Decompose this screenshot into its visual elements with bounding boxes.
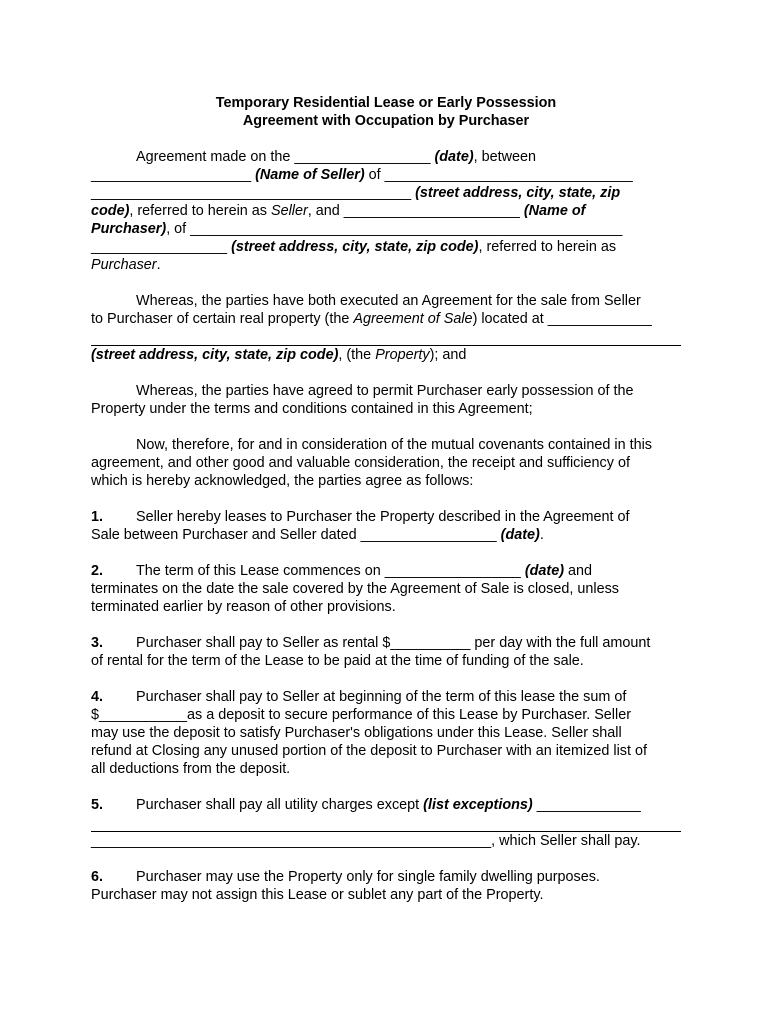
section-text: The term of this Lease commences on _________________ — [136, 563, 525, 579]
date-field-label: (date) — [500, 527, 540, 543]
section-number: 5. — [91, 797, 104, 813]
title-line-1: Temporary Residential Lease or Early Possession — [215, 95, 557, 111]
section-text: terminates on the date the sale covered by the Agreement of Sale is closed, unless — [91, 581, 619, 597]
section-text: refund at Closing any unused portion of the deposit to Purchaser with an itemized list of — [91, 743, 647, 759]
paragraph-line: Now, therefore, for and in consideration of the mutual covenants contained in this — [136, 437, 652, 453]
blank-line — [91, 328, 681, 346]
section-text: Purchaser may not assign this Lease or sublet any part of the Property. — [91, 887, 544, 903]
intro-text: , referred to herein as — [478, 239, 617, 255]
intro-text: , between — [473, 149, 537, 165]
date-field-label: (date) — [434, 149, 474, 165]
address-label: (street address, city, state, zip code) — [231, 239, 479, 255]
paragraph-line: Whereas, the parties have both executed an Agreement for the sale from Seller — [136, 293, 641, 309]
section-3 — [91, 634, 681, 670]
section-text: . — [539, 527, 544, 543]
section-text: Purchaser may use the Property only for single family dwelling purposes. — [136, 869, 600, 885]
paragraph-text: ); and — [429, 347, 467, 363]
title-line-2: Agreement with Occupation by Purchaser — [242, 113, 530, 129]
section-1 — [91, 508, 681, 544]
whereas-paragraph-1 — [91, 292, 681, 364]
section-text: all deductions from the deposit. — [91, 761, 291, 777]
property-term: Property — [375, 347, 430, 363]
date-field-label: (date) — [524, 563, 564, 579]
paragraph-line: Whereas, the parties have agreed to permit Purchaser early possession of the — [136, 383, 634, 399]
section-5 — [91, 796, 681, 850]
now-therefore-paragraph — [91, 436, 681, 490]
paragraph-line: Property under the terms and conditions contained in this Agreement; — [91, 401, 533, 417]
paragraph-text: to Purchaser of certain real property (the — [91, 311, 354, 327]
purchaser-name-label: (Name of — [523, 203, 586, 219]
agreement-of-sale-term: Agreement of Sale — [353, 311, 473, 327]
intro-text: _________________ — [91, 239, 232, 255]
blank-line — [91, 814, 681, 832]
intro-text: , of ______________________________________________________ — [166, 221, 623, 237]
intro-text: ________________________________________ — [91, 185, 416, 201]
section-text: _____________ — [532, 797, 641, 813]
seller-name-label: (Name of Seller) — [255, 167, 365, 183]
section-text: Purchaser shall pay to Seller at beginning of the term of this lease the sum of — [136, 689, 627, 705]
intro-text: ____________________ — [91, 167, 256, 183]
section-number: 6. — [91, 869, 104, 885]
intro-paragraph — [91, 148, 681, 274]
document-page — [91, 92, 681, 904]
section-text: and — [564, 563, 593, 579]
section-number: 2. — [91, 563, 104, 579]
section-number: 4. — [91, 689, 104, 705]
section-text: Seller hereby leases to Purchaser the Property described in the Agreement of — [136, 509, 630, 525]
exceptions-label: (list exceptions) — [423, 797, 533, 813]
section-text: , which Seller shall pay. — [491, 833, 641, 849]
intro-text: Agreement made on the _________________ — [136, 149, 435, 165]
whereas-paragraph-2 — [91, 382, 681, 418]
section-text: __________________________________________________ — [91, 833, 492, 849]
paragraph-line: which is hereby acknowledged, the parties agree as follows: — [91, 473, 474, 489]
section-text: Sale between Purchaser and Seller dated _________________ — [91, 527, 501, 543]
section-text: of rental for the term of the Lease to be paid at the time of funding of the sale. — [91, 653, 584, 669]
section-4 — [91, 688, 681, 778]
section-text: Purchaser shall pay to Seller as rental $__________ per day with the full amount — [136, 635, 651, 651]
paragraph-line: agreement, and other good and valuable consideration, the receipt and sufficiency of — [91, 455, 630, 471]
document-title — [91, 94, 681, 130]
intro-text: , and ______________________ — [307, 203, 524, 219]
paragraph-text: , (the — [338, 347, 376, 363]
address-label: code) — [91, 203, 130, 219]
section-number: 1. — [91, 509, 104, 525]
section-text: may use the deposit to satisfy Purchaser's obligations under this Lease. Seller shall — [91, 725, 622, 741]
section-text: terminated earlier by reason of other provisions. — [91, 599, 396, 615]
section-text: $___________as a deposit to secure performance of this Lease by Purchaser. Seller — [91, 707, 631, 723]
seller-term: Seller — [270, 203, 308, 219]
intro-text: . — [156, 257, 161, 273]
section-number: 3. — [91, 635, 104, 651]
paragraph-text: ) located at _____________ — [472, 311, 652, 327]
section-text: Purchaser shall pay all utility charges except — [136, 797, 424, 813]
address-label: (street address, city, state, zip code) — [91, 347, 339, 363]
intro-text: , referred to herein as — [129, 203, 271, 219]
section-2 — [91, 562, 681, 616]
section-6 — [91, 868, 681, 904]
purchaser-name-label: Purchaser) — [91, 221, 167, 237]
intro-text: of _______________________________ — [364, 167, 633, 183]
address-label: (street address, city, state, zip — [415, 185, 621, 201]
purchaser-term: Purchaser — [91, 257, 157, 273]
